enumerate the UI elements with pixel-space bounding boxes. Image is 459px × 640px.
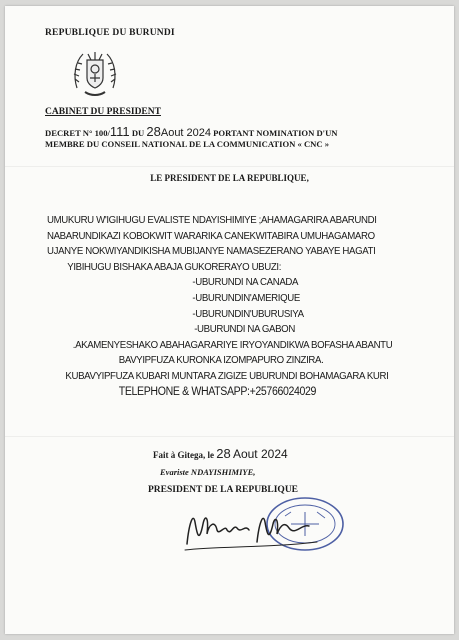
decree-title-part: PORTANT NOMINATION D'UN [213, 128, 338, 138]
place-date [153, 446, 288, 461]
decree-number: 111 [109, 124, 130, 139]
country-list-item: -UBURUNDIN'UBURUSIYA [192, 307, 304, 320]
body-line: YIBIHUGU BISHAKA ABAJA GUKORERAYO UBUZI: [67, 260, 282, 273]
fold-line [5, 166, 454, 167]
body-line: UJANYE NOKWIYANDIKISHA MUBIJANYE NAMASEZERANO YABAYE HAGATI [47, 245, 376, 258]
signer-name: Evariste NDAYISHIMIYE, [160, 467, 256, 477]
body-line: KUBAVYIPFUZA KUBARI MUNTARA ZIGIZE UBURUNDI BOHAMAGARA KURI [65, 369, 389, 382]
president-heading: LE PRESIDENT DE LA REPUBLIQUE, [150, 173, 309, 183]
decree-line-1 [45, 126, 445, 139]
official-stamp-icon [177, 494, 347, 564]
body-line: BAVYIPFUZA KURONKA IZOMPAPURO ZINZIRA. [118, 354, 324, 367]
document-page [5, 6, 454, 634]
country-list-item: -UBURUNDI NA GABON [194, 323, 295, 336]
office-header: CABINET DU PRESIDENT [45, 107, 161, 117]
contact-line: TELEPHONE & WHATSAPP:+25766024029 [118, 385, 317, 398]
coat-of-arms-icon [67, 48, 123, 100]
decree-prefix: DECRET N° 100/ [45, 128, 110, 138]
decree-day: 28 [146, 124, 161, 139]
country-header: REPUBLIQUE DU BURUNDI [45, 28, 175, 38]
body-line: NABARUNDIKAZI KOBOKWIT WARARIKA CANEKWITABIRA UMUHAGAMARO [47, 229, 375, 242]
signature-day: 28 [216, 446, 231, 461]
decree-month-year: Aout 2024 [160, 127, 212, 139]
decree-line-2: MEMBRE DU CONSEIL NATIONAL DE LA COMMUNICATION « CNC » [45, 139, 330, 149]
decree-du: DU [131, 128, 145, 138]
signer-title: PRESIDENT DE LA REPUBLIQUE [148, 485, 299, 495]
place-label: Fait à Gitega, le [153, 450, 214, 460]
country-list-item: -UBURUNDI NA CANADA [192, 276, 299, 289]
announcement-body [47, 213, 401, 400]
decree-heading [45, 126, 445, 150]
body-line: .AKAMENYESHAKO ABAHAGARARIYE IRYOYANDIKWA BOFASHA ABANTU [72, 338, 393, 351]
signature-month-year: Aout 2024 [232, 447, 288, 461]
fold-line [5, 436, 454, 437]
country-list-item: -UBURUNDIN'AMERIQUE [192, 291, 300, 304]
body-line: UMUKURU W'IGIHUGU EVALISTE NDAYISHIMIYE ;AHAMAGARIRA ABARUNDI [47, 214, 377, 226]
handwritten-signature [185, 518, 317, 550]
